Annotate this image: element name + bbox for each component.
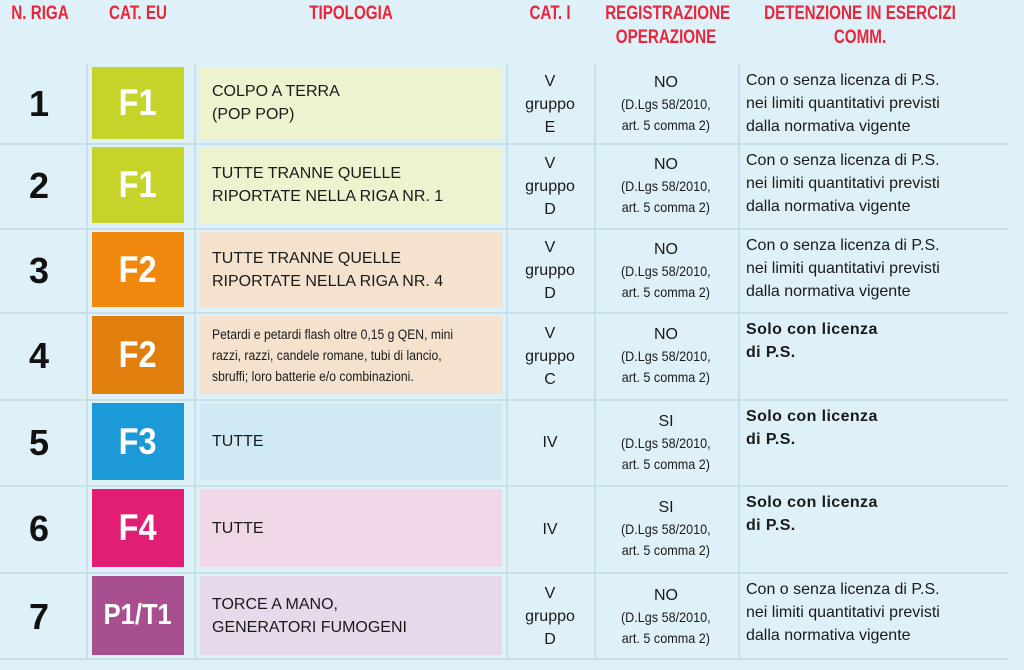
column-separator bbox=[506, 64, 508, 658]
registrazione-note: (D.Lgs 58/2010, art. 5 comma 2) bbox=[621, 348, 711, 385]
registrazione-value: NO bbox=[654, 156, 678, 173]
tipologia-text: COLPO A TERRA (POP POP) bbox=[212, 83, 340, 123]
detenzione-text: Con o senza licenza di P.S. nei limiti quantitativi previsti dalla normativa vigente bbox=[746, 237, 940, 300]
tipologia-cell bbox=[200, 316, 502, 394]
cat-i-cell bbox=[510, 402, 590, 483]
row-separator bbox=[0, 143, 1008, 145]
header-registrazione: REGISTRAZIONE OPERAZIONE bbox=[605, 3, 731, 48]
row-separator bbox=[0, 485, 1008, 487]
cat-i-cell bbox=[510, 575, 590, 658]
registrazione-note: (D.Lgs 58/2010, art. 5 comma 2) bbox=[621, 521, 711, 558]
row-number: 5 bbox=[28, 421, 50, 463]
cat-i-text: V gruppo C bbox=[525, 324, 575, 388]
detenzione-cell bbox=[746, 405, 1008, 482]
detenzione-cell bbox=[746, 69, 1008, 141]
cat-i-text: IV bbox=[542, 434, 558, 451]
detenzione-cell bbox=[746, 578, 1008, 657]
row-number: 7 bbox=[28, 595, 50, 637]
detenzione-text: Con o senza licenza di P.S. nei limiti quantitativi previsti dalla normativa vigente bbox=[746, 72, 940, 135]
header-n-riga: N. RIGA bbox=[11, 3, 69, 24]
tipologia-cell bbox=[200, 489, 502, 567]
tipologia-text: TUTTE TRANNE QUELLE RIPORTATE NELLA RIGA NR. 4 bbox=[212, 249, 444, 290]
cat-i-text: V gruppo D bbox=[525, 239, 575, 302]
column-separator bbox=[86, 64, 88, 658]
cat-i-cell bbox=[510, 146, 590, 226]
cat-eu-label: F2 bbox=[118, 334, 158, 375]
column-separator bbox=[738, 64, 740, 658]
registrazione-note: (D.Lgs 58/2010, art. 5 comma 2) bbox=[621, 96, 711, 133]
cat-eu-label: F1 bbox=[118, 82, 158, 123]
cat-eu-badge bbox=[92, 232, 184, 307]
row-separator bbox=[0, 399, 1008, 401]
row-separator bbox=[0, 572, 1008, 574]
registrazione-value: NO bbox=[654, 326, 678, 343]
cat-eu-badge bbox=[92, 403, 184, 480]
cat-i-text: V gruppo D bbox=[525, 585, 575, 648]
registrazione-cell bbox=[598, 488, 734, 570]
tipologia-cell bbox=[200, 67, 502, 139]
registrazione-value: SI bbox=[658, 412, 674, 430]
row-number: 3 bbox=[28, 249, 50, 291]
detenzione-text: Con o senza licenza di P.S. nei limiti quantitativi previsti dalla normativa vigente bbox=[746, 581, 940, 644]
row-separator bbox=[0, 658, 1008, 660]
header-tipologia: TIPOLOGIA bbox=[309, 3, 393, 24]
row-number: 1 bbox=[28, 83, 50, 124]
cat-eu-badge bbox=[92, 576, 184, 655]
tipologia-text: TUTTE TRANNE QUELLE RIPORTATE NELLA RIGA NR. 1 bbox=[212, 165, 444, 205]
tipologia-text: TORCE A MANO, GENERATORI FUMOGENI bbox=[212, 595, 407, 636]
detenzione-cell bbox=[746, 491, 1008, 569]
registrazione-cell bbox=[598, 231, 734, 310]
row-separator bbox=[0, 312, 1008, 314]
cat-i-cell bbox=[510, 231, 590, 310]
tipologia-text: Petardi e petardi flash oltre 0,15 g QEN, mini razzi, razzi, candele romane, tubi di lancio, sbruffi; loro batterie e/o combinazioni. bbox=[212, 326, 454, 384]
cat-i-cell bbox=[510, 66, 590, 142]
cat-i-cell bbox=[510, 488, 590, 570]
detenzione-cell bbox=[746, 149, 1008, 225]
cat-i-text: V gruppo D bbox=[525, 154, 575, 218]
cat-eu-label: F1 bbox=[118, 164, 158, 205]
detenzione-cell bbox=[746, 318, 1008, 396]
registrazione-cell bbox=[598, 146, 734, 226]
cat-eu-badge bbox=[92, 67, 184, 139]
cat-eu-badge bbox=[92, 489, 184, 567]
registrazione-note: (D.Lgs 58/2010, art. 5 comma 2) bbox=[621, 608, 711, 646]
detenzione-cell bbox=[746, 234, 1008, 309]
cat-eu-badge bbox=[92, 316, 184, 394]
registrazione-cell bbox=[598, 315, 734, 397]
row-number: 2 bbox=[28, 165, 50, 206]
cat-i-text: V gruppo E bbox=[525, 72, 575, 136]
registrazione-note: (D.Lgs 58/2010, art. 5 comma 2) bbox=[621, 434, 711, 472]
registrazione-note: (D.Lgs 58/2010, art. 5 comma 2) bbox=[621, 178, 711, 215]
detenzione-text: Solo con licenza di P.S. bbox=[746, 494, 878, 534]
header-detenzione: DETENZIONE IN ESERCIZI COMM. bbox=[764, 3, 956, 48]
cat-i-text: IV bbox=[542, 520, 558, 538]
cat-i-cell bbox=[510, 315, 590, 397]
registrazione-note: (D.Lgs 58/2010, art. 5 comma 2) bbox=[621, 262, 711, 300]
tipologia-cell bbox=[200, 147, 502, 223]
column-separator bbox=[594, 64, 596, 658]
detenzione-text: Solo con licenza di P.S. bbox=[746, 408, 878, 448]
row-separator bbox=[0, 228, 1008, 230]
tipologia-text: TUTTE bbox=[212, 519, 264, 537]
header-cat-i: CAT. I bbox=[529, 3, 571, 24]
tipologia-text: TUTTE bbox=[212, 433, 264, 450]
cat-eu-label: F2 bbox=[118, 248, 158, 290]
row-number: 4 bbox=[28, 335, 50, 376]
tipologia-cell bbox=[200, 403, 502, 480]
registrazione-cell bbox=[598, 66, 734, 142]
registrazione-cell bbox=[598, 402, 734, 483]
column-separator bbox=[194, 64, 196, 658]
detenzione-text: Solo con licenza di P.S. bbox=[746, 321, 878, 361]
cat-eu-label: P1/T1 bbox=[103, 599, 173, 631]
registrazione-value: NO bbox=[654, 240, 678, 258]
header-cat-eu: CAT. EU bbox=[109, 3, 167, 24]
registrazione-value: NO bbox=[654, 74, 678, 91]
detenzione-text: Con o senza licenza di P.S. nei limiti quantitativi previsti dalla normativa vigente bbox=[746, 152, 940, 215]
tipologia-cell bbox=[200, 576, 502, 655]
registrazione-value: NO bbox=[654, 586, 678, 604]
cat-eu-badge bbox=[92, 147, 184, 223]
tipologia-cell bbox=[200, 232, 502, 307]
cat-eu-label: F3 bbox=[118, 420, 158, 462]
cat-eu-label: F4 bbox=[118, 507, 158, 548]
registrazione-cell bbox=[598, 575, 734, 658]
registrazione-value: SI bbox=[658, 499, 674, 516]
row-number: 6 bbox=[28, 508, 50, 549]
